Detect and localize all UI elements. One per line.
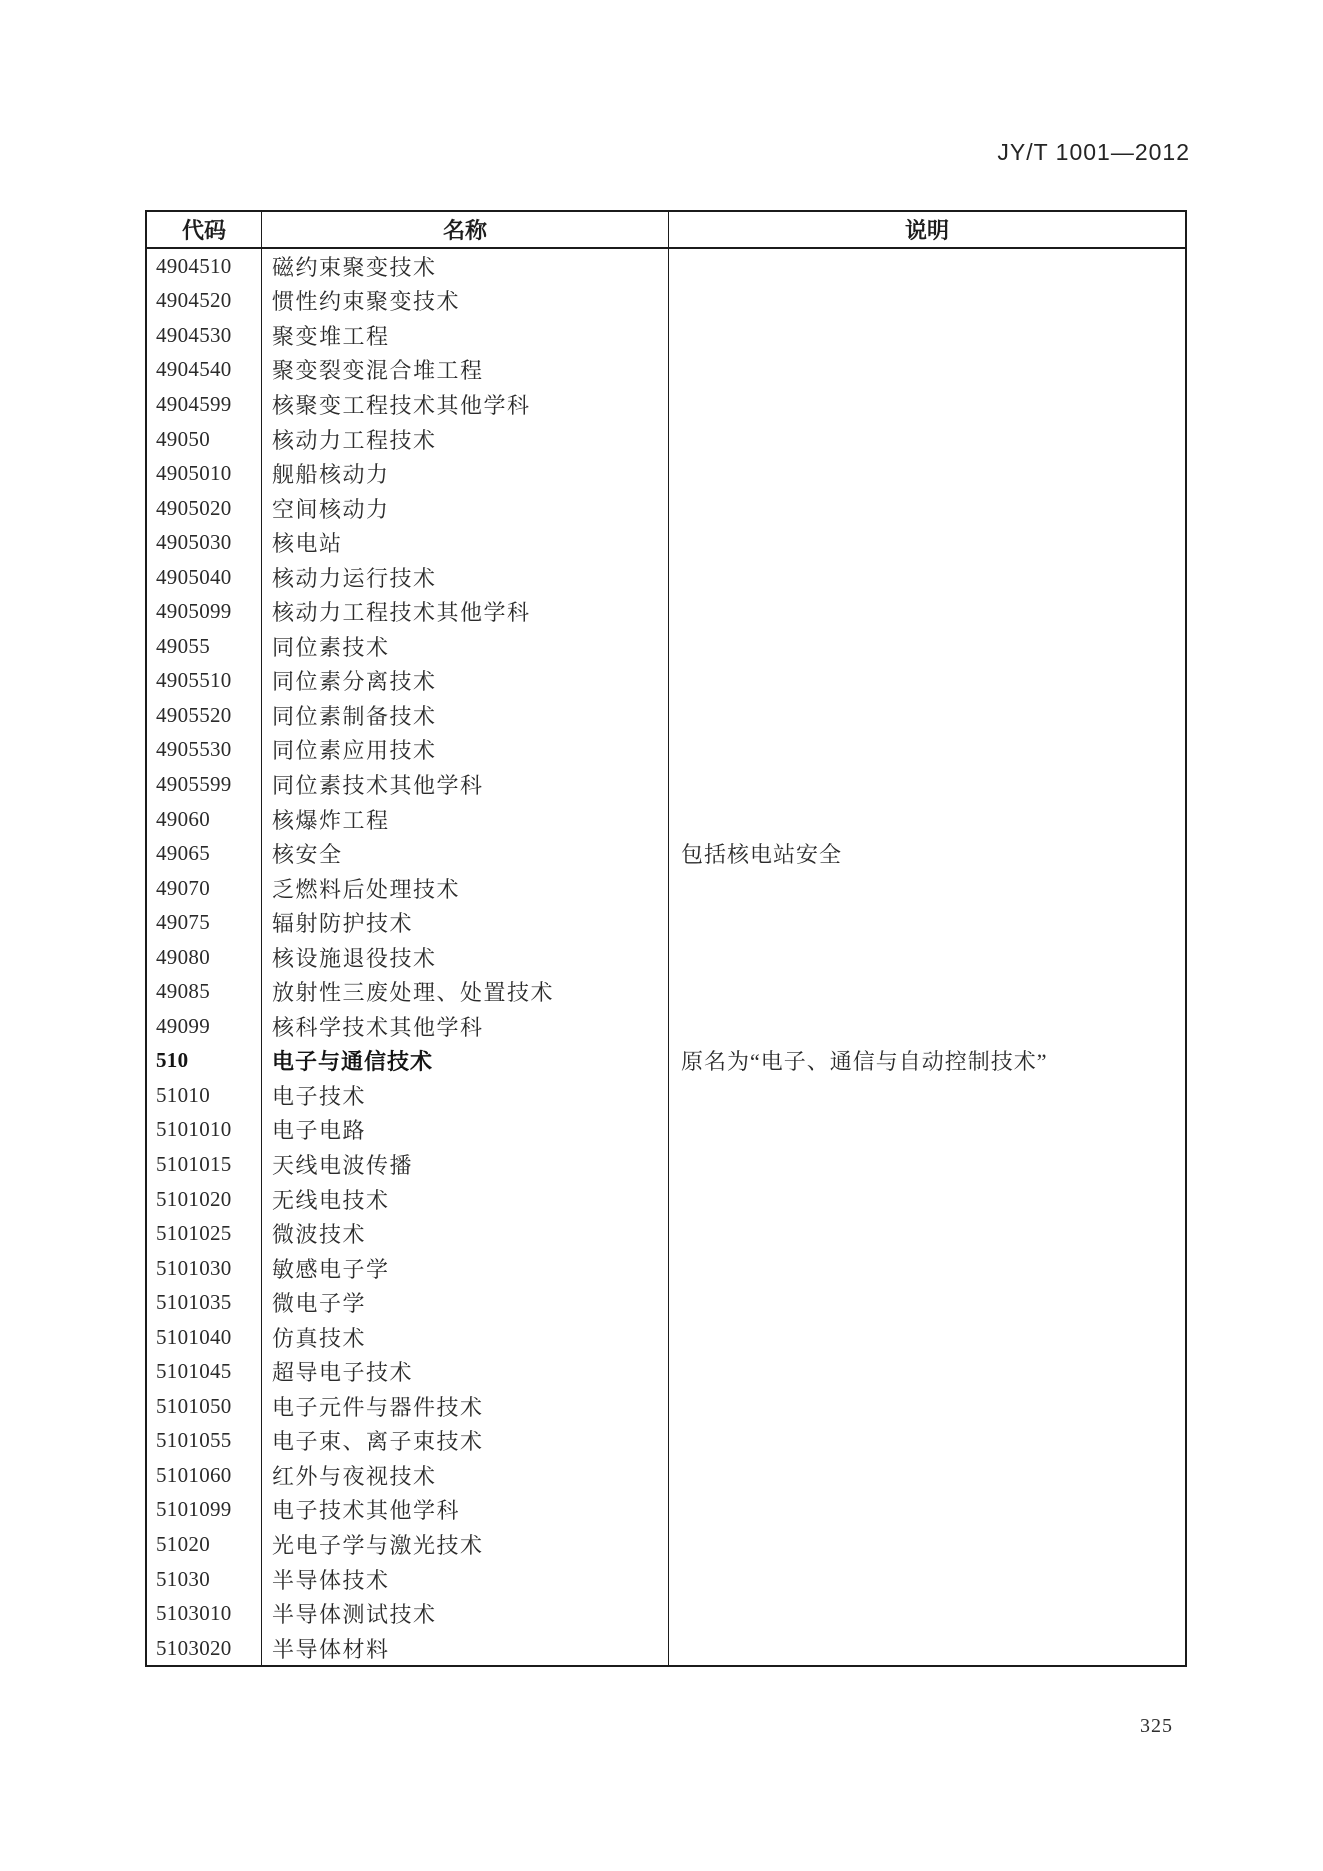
table-row (147, 1216, 1185, 1251)
table-row (147, 629, 1185, 664)
table-row (147, 249, 1185, 284)
code-cell: 49099 (156, 1013, 210, 1038)
table-row (147, 1562, 1185, 1597)
note-cell (668, 1458, 1185, 1493)
code-cell: 5101025 (156, 1221, 232, 1246)
code-cell: 4904530 (156, 322, 232, 347)
code-cell: 49050 (156, 426, 210, 451)
table-row (147, 1355, 1185, 1390)
table-row (147, 836, 1185, 871)
name-cell: 舰船核动力 (261, 456, 668, 491)
note-cell (668, 629, 1185, 664)
note-cell (668, 318, 1185, 353)
code-cell: 4905010 (156, 461, 232, 486)
table-row (147, 525, 1185, 560)
table-row (147, 1631, 1185, 1666)
name-cell: 辐射防护技术 (261, 905, 668, 940)
note-cell (668, 664, 1185, 699)
code-cell: 5101040 (156, 1324, 232, 1349)
table-row (147, 456, 1185, 491)
name-cell: 同位素应用技术 (261, 733, 668, 768)
code-cell: 49085 (156, 979, 210, 1004)
note-cell (668, 1424, 1185, 1459)
name-cell: 聚变堆工程 (261, 318, 668, 353)
code-cell: 4905510 (156, 668, 232, 693)
name-cell: 核聚变工程技术其他学科 (261, 387, 668, 422)
name-cell: 半导体技术 (261, 1562, 668, 1597)
note-cell (668, 1631, 1185, 1666)
table-body (147, 249, 1185, 1665)
note-cell (668, 387, 1185, 422)
name-cell: 同位素技术其他学科 (261, 767, 668, 802)
table-row (147, 733, 1185, 768)
table-row (147, 1527, 1185, 1562)
name-cell: 核爆炸工程 (261, 802, 668, 837)
table-row (147, 491, 1185, 526)
code-cell: 5101045 (156, 1359, 232, 1384)
name-cell: 电子元件与器件技术 (261, 1389, 668, 1424)
name-cell: 无线电技术 (261, 1182, 668, 1217)
note-cell (668, 1493, 1185, 1528)
name-cell: 敏感电子学 (261, 1251, 668, 1286)
code-cell: 5101099 (156, 1497, 232, 1522)
table-row (147, 698, 1185, 733)
note-cell (668, 1251, 1185, 1286)
code-cell: 5101015 (156, 1151, 232, 1176)
table-row (147, 1493, 1185, 1528)
note-cell: 包括核电站安全 (668, 836, 1185, 871)
name-cell: 核电站 (261, 525, 668, 560)
code-cell: 51010 (156, 1082, 210, 1107)
code-cell: 4904599 (156, 391, 232, 416)
column-header-name: 名称 (261, 212, 668, 247)
name-cell: 核动力运行技术 (261, 560, 668, 595)
table-row (147, 353, 1185, 388)
column-header-note: 说明 (668, 212, 1185, 247)
table-row (147, 974, 1185, 1009)
name-cell: 核安全 (261, 836, 668, 871)
name-cell: 红外与夜视技术 (261, 1458, 668, 1493)
note-cell (668, 491, 1185, 526)
code-cell: 5101035 (156, 1290, 232, 1315)
note-cell (668, 594, 1185, 629)
name-cell: 核动力工程技术 (261, 422, 668, 457)
name-cell: 同位素技术 (261, 629, 668, 664)
code-cell: 49060 (156, 806, 210, 831)
code-cell: 51020 (156, 1532, 210, 1556)
code-cell: 5101060 (156, 1462, 232, 1487)
doc-number: JY/T 1001—2012 (997, 139, 1190, 165)
name-cell: 天线电波传播 (261, 1147, 668, 1182)
name-cell: 乏燃料后处理技术 (261, 871, 668, 906)
column-header-code: 代码 (181, 218, 226, 243)
name-cell: 核科学技术其他学科 (261, 1009, 668, 1044)
note-cell (668, 1355, 1185, 1390)
note-cell (668, 1562, 1185, 1597)
note-cell (668, 560, 1185, 595)
name-cell: 惯性约束聚变技术 (261, 284, 668, 319)
table-row (147, 284, 1185, 319)
name-cell: 半导体材料 (261, 1631, 668, 1666)
code-cell: 4904540 (156, 357, 232, 382)
name-cell: 核动力工程技术其他学科 (261, 594, 668, 629)
note-cell (668, 1596, 1185, 1631)
name-cell: 电子束、离子束技术 (261, 1424, 668, 1459)
note-cell (668, 1527, 1185, 1562)
code-cell: 49070 (156, 875, 210, 900)
note-cell (668, 1216, 1185, 1251)
table-row (147, 1285, 1185, 1320)
note-cell (668, 1389, 1185, 1424)
code-cell: 49075 (156, 910, 210, 935)
note-cell (668, 422, 1185, 457)
code-cell: 4904510 (156, 253, 232, 278)
name-cell: 同位素制备技术 (261, 698, 668, 733)
name-cell: 超导电子技术 (261, 1355, 668, 1390)
page-number: 325 (1140, 1715, 1173, 1737)
note-cell (668, 1113, 1185, 1148)
name-cell: 磁约束聚变技术 (261, 249, 668, 284)
classification-table (145, 210, 1187, 1667)
note-cell (668, 802, 1185, 837)
code-cell: 4905020 (156, 495, 232, 520)
code-cell: 4905530 (156, 737, 232, 762)
table-row (147, 940, 1185, 975)
note-cell (668, 974, 1185, 1009)
name-cell: 微电子学 (261, 1285, 668, 1320)
table-row (147, 767, 1185, 802)
note-cell (668, 767, 1185, 802)
table-row (147, 905, 1185, 940)
note-cell (668, 733, 1185, 768)
code-cell: 510 (156, 1048, 189, 1073)
note-cell (668, 456, 1185, 491)
note-cell (668, 871, 1185, 906)
table-row (147, 594, 1185, 629)
code-cell: 4905520 (156, 702, 232, 727)
name-cell: 光电子学与激光技术 (261, 1527, 668, 1562)
table-row (147, 1078, 1185, 1113)
name-cell: 放射性三废处理、处置技术 (261, 974, 668, 1009)
note-cell: 原名为“电子、通信与自动控制技术” (668, 1044, 1185, 1079)
code-cell: 49055 (156, 633, 210, 658)
code-cell: 4905099 (156, 599, 232, 624)
code-cell: 4905040 (156, 564, 232, 589)
code-cell: 5101030 (156, 1255, 232, 1280)
note-cell (668, 1009, 1185, 1044)
table-row (147, 871, 1185, 906)
name-cell: 聚变裂变混合堆工程 (261, 353, 668, 388)
table-row (147, 1147, 1185, 1182)
table-row (147, 1320, 1185, 1355)
table-row (147, 318, 1185, 353)
code-cell: 5101055 (156, 1428, 232, 1453)
code-cell: 49065 (156, 841, 210, 866)
note-cell (668, 1182, 1185, 1217)
code-cell: 5103010 (156, 1601, 232, 1626)
name-cell: 电子电路 (261, 1113, 668, 1148)
name-cell: 电子技术其他学科 (261, 1493, 668, 1528)
note-cell (668, 940, 1185, 975)
table-row (147, 802, 1185, 837)
note-cell (668, 525, 1185, 560)
table-row (147, 1424, 1185, 1459)
note-cell (668, 1285, 1185, 1320)
note-cell (668, 1078, 1185, 1113)
note-cell (668, 698, 1185, 733)
table-header-row (147, 212, 1185, 249)
name-cell: 半导体测试技术 (261, 1596, 668, 1631)
table-row (147, 1113, 1185, 1148)
table-row (147, 664, 1185, 699)
name-cell: 微波技术 (261, 1216, 668, 1251)
table-row (147, 1182, 1185, 1217)
code-cell: 4905030 (156, 530, 232, 555)
code-cell: 5103020 (156, 1635, 232, 1660)
table-row (147, 1596, 1185, 1631)
note-cell (668, 353, 1185, 388)
table-row (147, 1009, 1185, 1044)
name-cell: 同位素分离技术 (261, 664, 668, 699)
code-cell: 4905599 (156, 771, 232, 796)
table-row (147, 1251, 1185, 1286)
table-row (147, 1389, 1185, 1424)
table-row (147, 1458, 1185, 1493)
code-cell: 5101020 (156, 1186, 232, 1211)
note-cell (668, 284, 1185, 319)
table-row (147, 422, 1185, 457)
table-row (147, 560, 1185, 595)
table-row (147, 387, 1185, 422)
name-cell: 仿真技术 (261, 1320, 668, 1355)
name-cell: 电子技术 (261, 1078, 668, 1113)
code-cell: 5101010 (156, 1117, 232, 1142)
name-cell: 空间核动力 (261, 491, 668, 526)
code-cell: 51030 (156, 1566, 210, 1591)
note-cell (668, 1320, 1185, 1355)
name-cell: 电子与通信技术 (261, 1044, 668, 1079)
note-cell (668, 1147, 1185, 1182)
note-cell (668, 249, 1185, 284)
note-cell (668, 905, 1185, 940)
code-cell: 4904520 (156, 288, 232, 313)
table-row (147, 1044, 1185, 1079)
code-cell: 49080 (156, 944, 210, 969)
code-cell: 5101050 (156, 1393, 232, 1418)
name-cell: 核设施退役技术 (261, 940, 668, 975)
